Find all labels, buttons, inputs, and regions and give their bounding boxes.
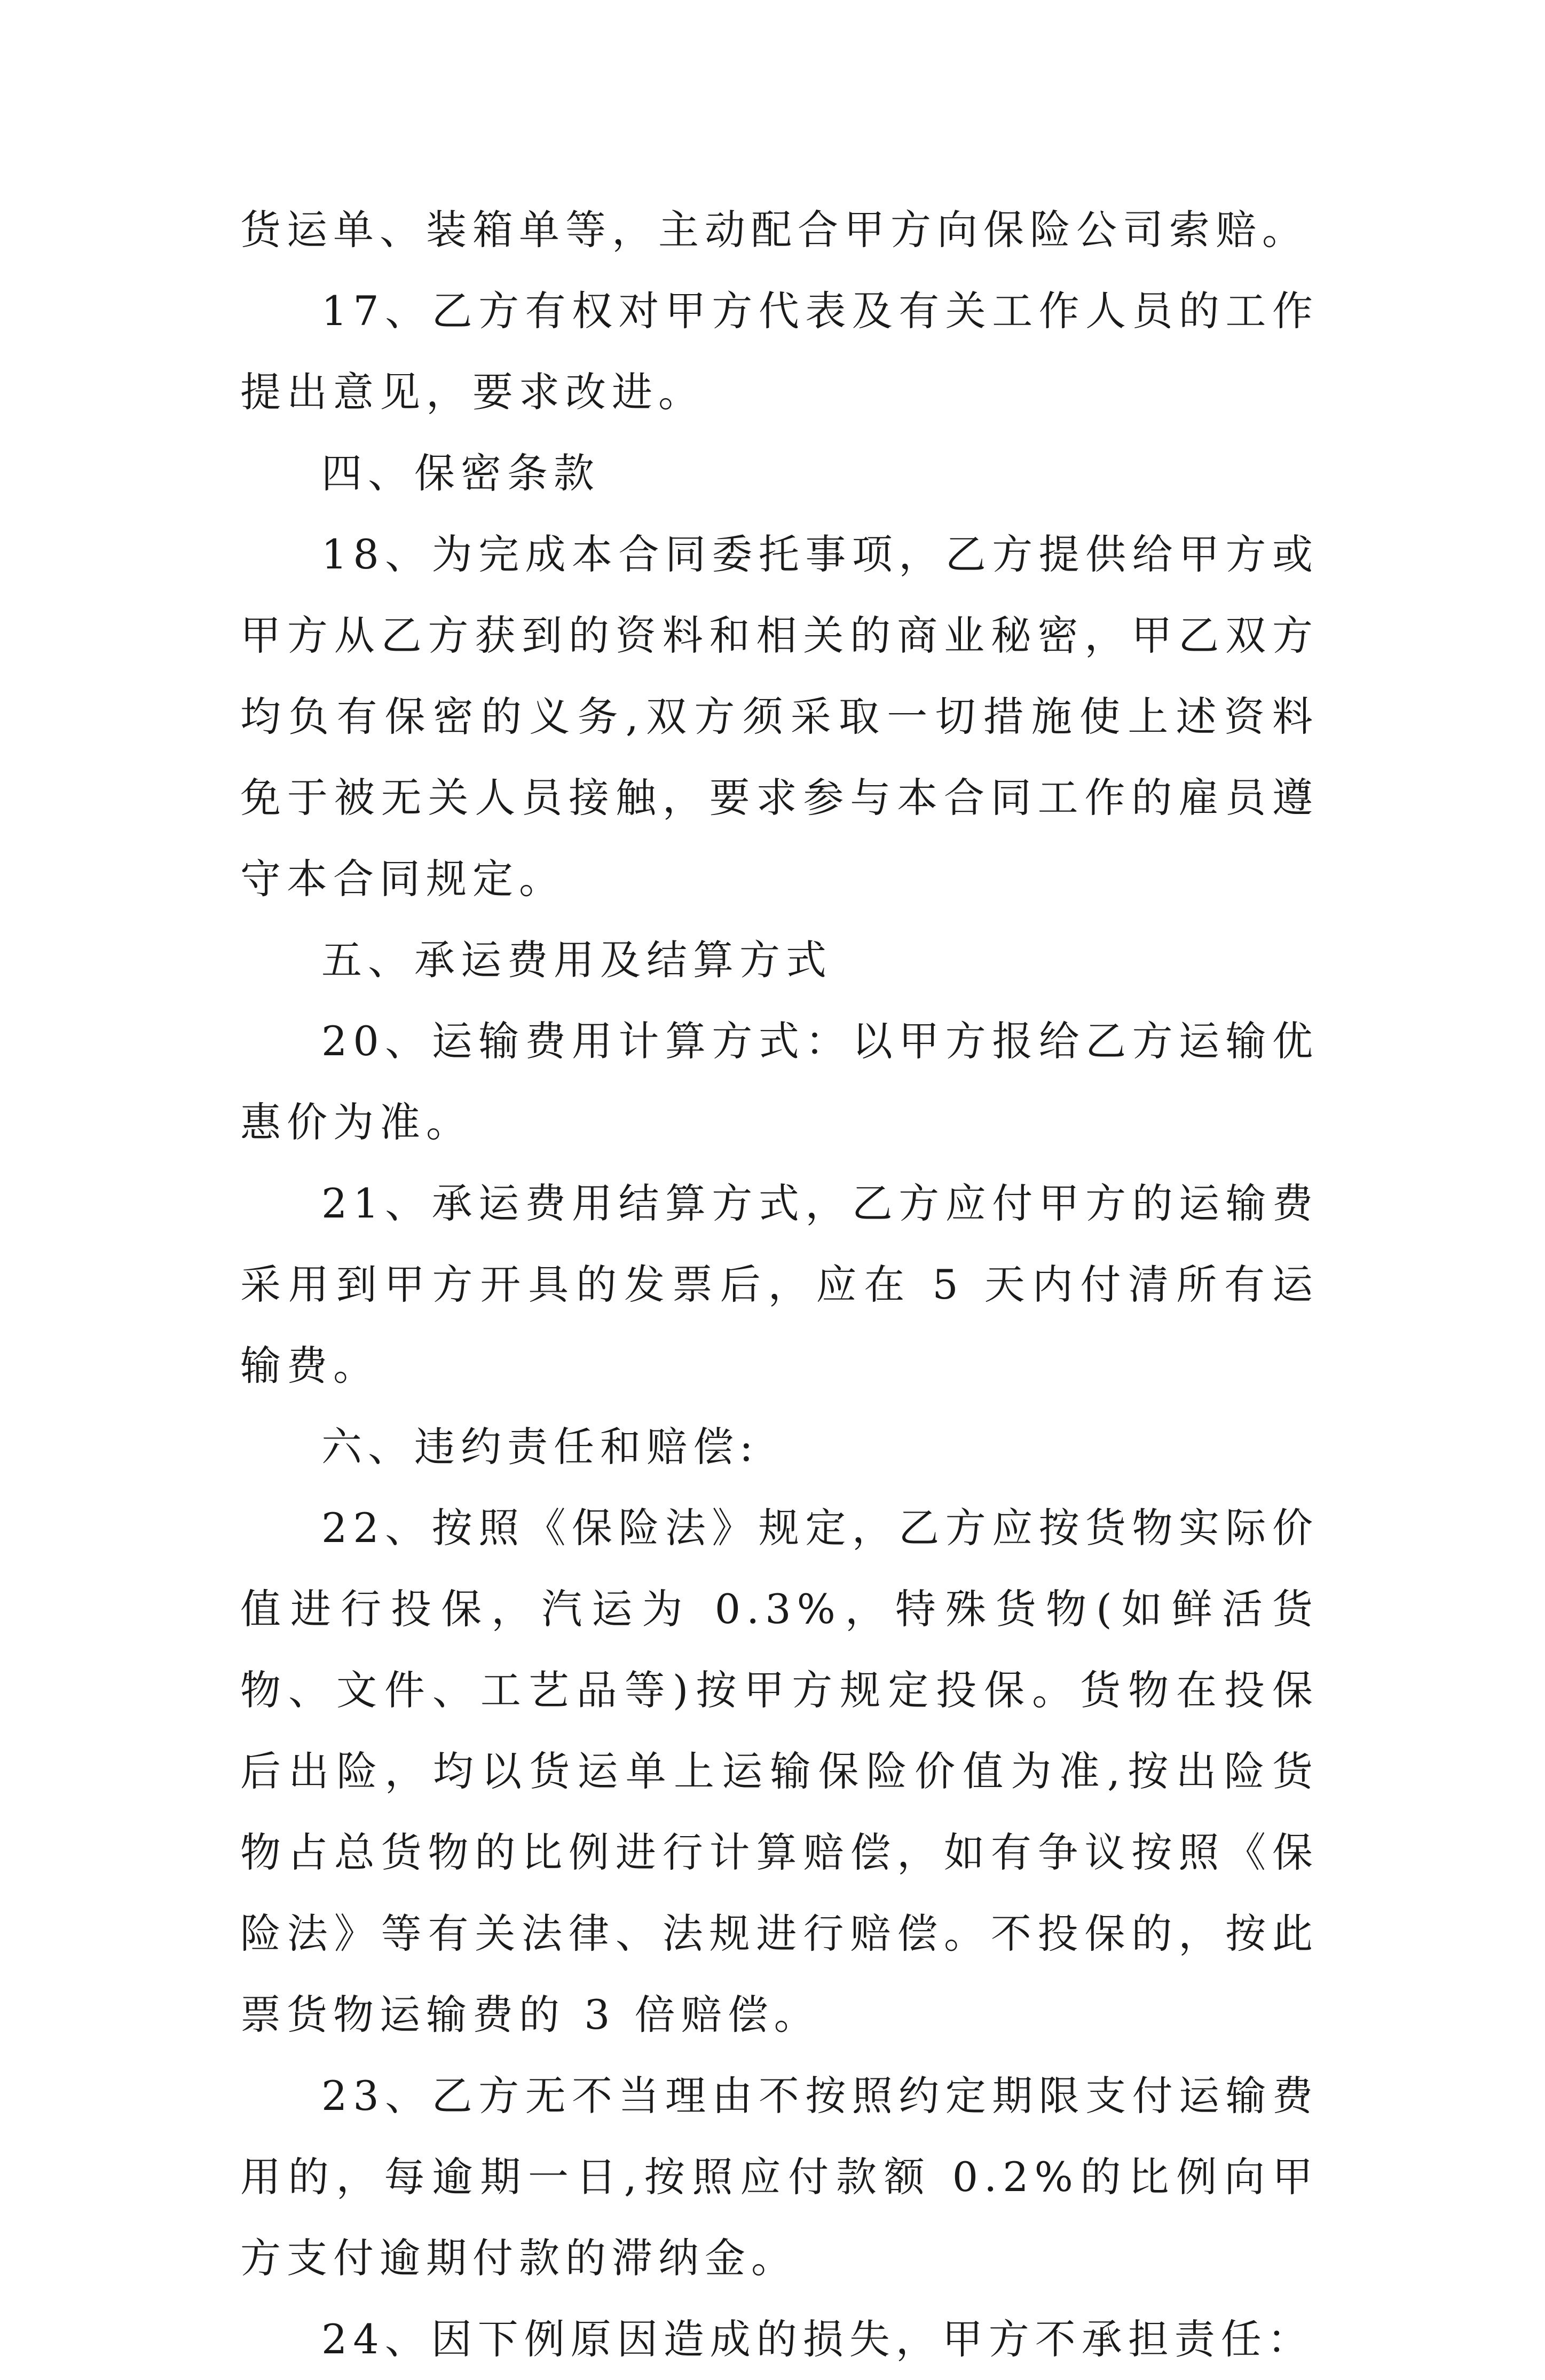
paragraph-clause-23: 23、乙方无不当理由不按照约定期限支付运输费用的，每逾期一日,按照应付款额 0.2%的比例向甲方支付逾期付款的滞纳金。 <box>240 2072 1319 2282</box>
paragraph-claim-continuation: 货运单、装箱单等，主动配合甲方向保险公司索赔。 <box>240 206 1308 254</box>
document-body <box>240 189 1319 2380</box>
section-heading-liability: 六、违约责任和赔偿: <box>321 1423 759 1470</box>
section-heading-confidentiality: 四、保密条款 <box>321 449 600 497</box>
paragraph-clause-20: 20、运输费用计算方式：以甲方报给乙方运输优惠价为准。 <box>240 1017 1319 1146</box>
section-heading-fees-settlement: 五、承运费用及结算方式 <box>321 936 832 984</box>
paragraph-clause-21: 21、承运费用结算方式，乙方应付甲方的运输费采用到甲方开具的发票后，应在 5 天内付清所有运输费。 <box>240 1180 1319 1389</box>
paragraph-clause-18: 18、为完成本合同委托事项，乙方提供给甲方或甲方从乙方获到的资料和相关的商业秘密，甲乙双方均负有保密的义务,双方须采取一切措施使上述资料免于被无关人员接触，要求参与本合同工作的雇员遵守本合同规定。 <box>240 531 1319 903</box>
paragraph-clause-24: 24、因下例原因造成的损失，甲方不承担责任： <box>321 2315 1314 2363</box>
paragraph-clause-22: 22、按照《保险法》规定，乙方应按货物实际价值进行投保，汽运为 0.3%，特殊货物(如鲜活货物、文件、工艺品等)按甲方规定投保。货物在投保后出险，均以货运单上运输保险价值为准,按出险货物占总货物的比例进行计算赔偿，如有争议按照《保险法》等有关法律、法规进行赔偿。不投保的，按此票货物运输费的 3 倍赔偿。 <box>240 1504 1319 2038</box>
paragraph-clause-17: 17、乙方有权对甲方代表及有关工作人员的工作提出意见，要求改进。 <box>240 287 1319 416</box>
